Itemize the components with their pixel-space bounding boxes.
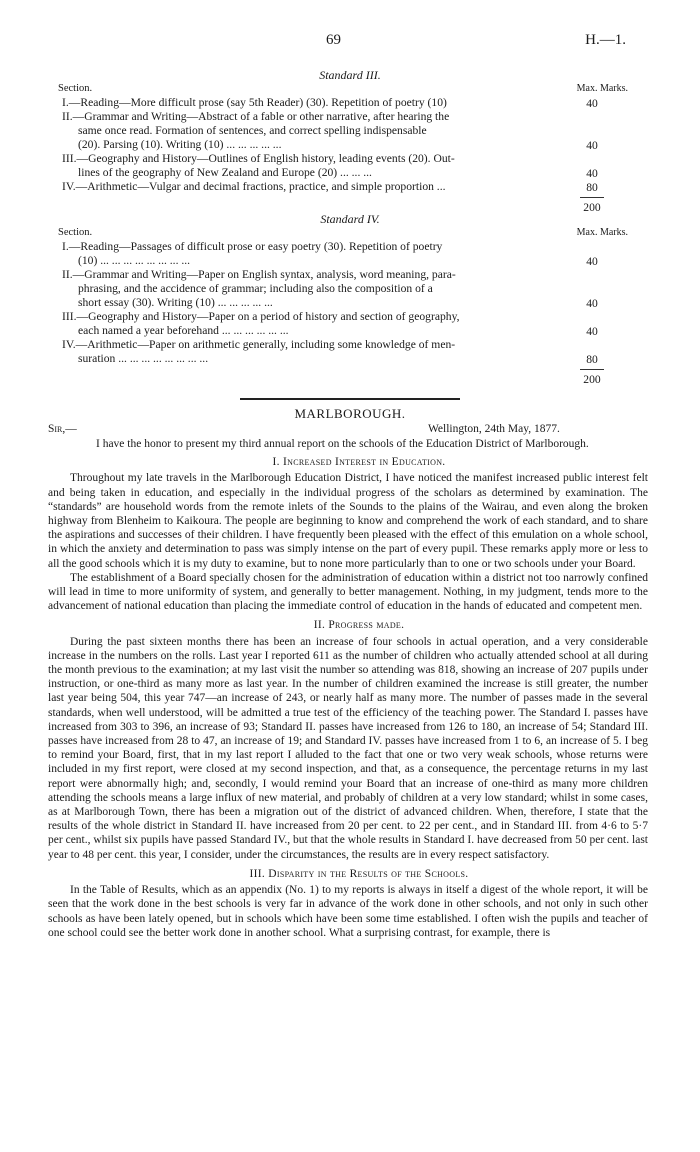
std4-line-1: I.—Reading—Passages of difficult prose or easy poetry (30). Repetition of poetry <box>62 240 443 253</box>
std3-line-4: (20). Parsing (10). Writing (10) ... ... ... ... ... <box>78 138 282 151</box>
section-divider <box>240 398 460 400</box>
std4-line-7: each named a year beforehand ... ... ... ... ... ... <box>78 324 289 337</box>
std3-line-1: I.—Reading—More difficult prose (say 5th Reader) (30). Repetition of poetry (10) <box>62 96 447 109</box>
dateline: Wellington, 24th May, 1877. <box>428 423 560 435</box>
std4-total: 200 <box>583 373 601 386</box>
section-1-heading: I. Increased Interest in Education. <box>272 456 446 469</box>
std3-mark-1: 40 <box>586 97 598 110</box>
std4-line-9: suration ... ... ... ... ... ... ... ... <box>78 352 209 365</box>
std3-line-6: lines of the geography of New Zealand and Europe (20) ... ... ... <box>78 166 372 179</box>
section-1-paragraph-1: Throughout my late travels in the Marlborough Education District, I have noticed the manifest increased public interest felt and being taken in education, and especially in the individual progress of the scholars as determined by examination. The “standards” are household words from the remote inlets of the Sounds to the plains of the Wairau, and even along the broken highway from Blenheim to Kaikoura. The people are beginning to know and comprehend the work of each standard, and to share the aspirations and successes of their children. I have frequently been pleased with the effect of this emulation on a whole school, in which the anxiety and determination to pass was simply intense on the part of every pupil. These remarks apply more or less to all the good schools which it is my duty to examine, but to none more particularly than to one or two schools under your Board. <box>48 472 648 570</box>
section-2-heading: II. Progress made. <box>313 619 405 632</box>
std3-mark-3: 40 <box>586 167 598 180</box>
std4-mark-3: 40 <box>586 325 598 338</box>
standard-4-section-label: Section. <box>58 227 93 238</box>
std3-line-2: II.—Grammar and Writing—Abstract of a fable or other narrative, after hearing the <box>62 110 450 123</box>
std4-mark-1: 40 <box>586 255 598 268</box>
std4-line-2: (10) ... ... ... ... ... ... ... ... <box>78 254 191 267</box>
page-number: 69 <box>326 32 341 48</box>
std3-line-3: same once read. Formation of sentences, and correct spelling indispensable <box>78 124 427 137</box>
std4-mark-4: 80 <box>586 353 598 366</box>
section-1-paragraph-2: The establishment of a Board specially chosen for the administration of education within a district not too narrowly confined will lead in time to more uniformity of system, and generally to better management. Nothing, in my judgment, tends more to the advancement of national education than placing the immediate control of education in the hands of educated and competent men. <box>48 571 648 613</box>
std3-line-5: III.—Geography and History—Outlines of English history, leading events (20). Out- <box>62 152 455 165</box>
std4-mark-2: 40 <box>586 297 598 310</box>
standard-3-title: Standard III. <box>319 68 381 82</box>
salutation: Sir,— <box>48 423 77 435</box>
section-3-heading: III. Disparity in the Results of the Schools. <box>249 867 469 880</box>
document-reference: H.—1. <box>585 32 626 48</box>
std4-line-5: short essay (30). Writing (10) ... ... ... ... ... <box>78 296 273 309</box>
standard-4-max-marks-label: Max. Marks. <box>576 227 628 238</box>
std4-line-6: III.—Geography and History—Paper on a period of history and section of geography, <box>62 310 460 323</box>
std3-mark-4: 80 <box>586 181 598 194</box>
std3-mark-2: 40 <box>586 139 598 152</box>
std4-line-4: phrasing, and the accidence of grammar; including also the composition of a <box>78 282 433 295</box>
std3-total-rule <box>580 197 604 198</box>
std4-line-3: II.—Grammar and Writing—Paper on English syntax, analysis, word meaning, para- <box>62 268 456 281</box>
report-title: MARLBOROUGH. <box>294 406 406 421</box>
standard-3-max-marks-label: Max. Marks. <box>576 83 628 94</box>
std4-line-8: IV.—Arithmetic—Paper on arithmetic generally, including some knowledge of men- <box>62 338 456 351</box>
std4-total-rule <box>580 369 604 370</box>
standard-4-title: Standard IV. <box>320 212 380 226</box>
section-2-paragraph-1: During the past sixteen months there has been an increase of four schools in actual operation, and a very considerable increase in the numbers on the rolls. Last year I reported 611 as the number of children who actually attended school at all during the month previous to the examination; at my last visit the number so attending was 818, showing an increase of 207 pupils under instruction, or one-third as many more as last year. In the number of children examined the increase is still greater, the number last year being 504, this year 747—an increase of 243, or nearly half as many more. The number of passes made in the several standards, when well understood, will be admitted a true test of the efficiency of the teaching power. The Standard I. passes have increased from 303 to 396, an increase of 93; Standard II. passes have increased from 126 to 180, an increase of 54; Standard III. passes have increased from 28 to 47, an increase of 19; and Standard IV. passes have increased from 1 to 6, an increase of 5. I beg to remind your Board, first, that in my last report I alluded to the fact that one or two very weak schools, whose returns were included in my first report, were closed at my second inspection, and that, as a consequence, the percentage returns in my last report were abnormally high; and, secondly, I would remind your Board that an increase of one-third as many more children attending the schools means a large influx of new material, and probably of children at a very low standard; whilst in some cases, as at Marlborough Town, there has been a migration out of the district of advanced children. When, therefore, I state that the results of the whole district in Standard II. have increased from 20 per cent. to 22 per cent., and in Standard III. from 4·6 to 5·7 per cent., whilst six pupils have passed Standard IV., but that the whole results in Standard I. have decreased from 50 per cent. last year to 48 per cent. this year, I consider, under the circumstances, the results are in every respect satisfactory. <box>48 635 648 861</box>
standard-3-section-label: Section. <box>58 83 93 94</box>
section-3-paragraph-1: In the Table of Results, which as an appendix (No. 1) to my reports is always in itself a digest of the whole report, it will be seen that the work done in the best schools is very far in advance of the work done in other schools, and not only in such other schools as have been lately opened, but in schools which have been some time established. I often wish the pupils and teacher of one school could see the better work done in another school. What a surprising contrast, for example, there is <box>48 884 648 939</box>
intro-paragraph: I have the honor to present my third annual report on the schools of the Education District of Marlborough. <box>96 438 589 450</box>
report-body <box>48 437 648 940</box>
std3-total: 200 <box>583 201 601 214</box>
std3-line-7: IV.—Arithmetic—Vulgar and decimal fractions, practice, and simple proportion ... <box>62 180 446 193</box>
